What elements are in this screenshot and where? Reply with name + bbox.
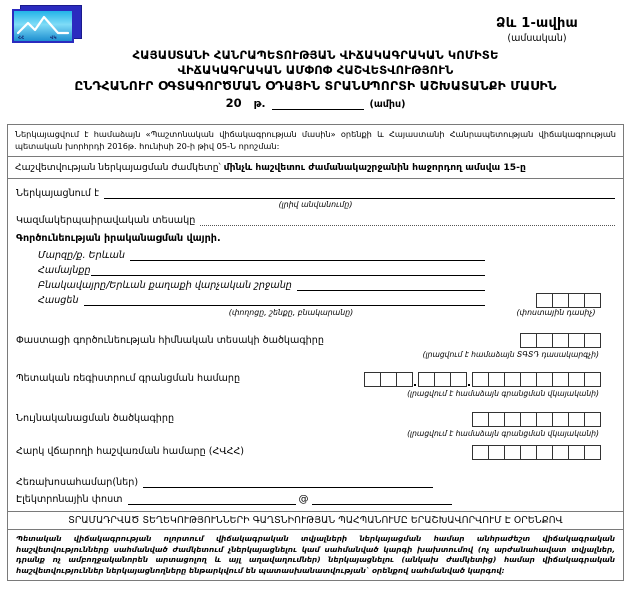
- deadline-label: Հաշվետվության ներկայացման ժամկետը՝: [15, 162, 224, 173]
- state-reg-box[interactable]: [472, 372, 489, 387]
- title-report-type: ՎԻՃԱԿԱԳՐԱԿԱՆ ԱՄՓՈՓ ՀԱՇՎԵՏՎՈՒԹՅՈՒՆ: [177, 63, 454, 77]
- logo-tag-left: ՀՀ: [18, 36, 25, 41]
- logo-front-panel: [12, 9, 74, 43]
- activity-code-box[interactable]: [568, 333, 585, 348]
- state-reg-box[interactable]: [536, 372, 553, 387]
- activity-place-header: [16, 230, 615, 244]
- state-registration-boxes[interactable]: [364, 372, 601, 387]
- submitted-by-label: Ներկայացնում է: [16, 188, 100, 199]
- region-input[interactable]: [130, 250, 485, 261]
- taxpayer-number-row: [16, 443, 615, 457]
- postal-code-box[interactable]: [584, 293, 601, 308]
- activity-code-note: (լրացվում է համաձայն ՏԳՏԴ դասակարգչի): [422, 350, 599, 359]
- respondent-details: [8, 179, 623, 512]
- legal-form-input[interactable]: [200, 215, 615, 226]
- taxpayer-box[interactable]: [568, 445, 585, 460]
- address-label: Հասցեն: [38, 295, 79, 306]
- state-reg-group-2[interactable]: [418, 372, 467, 387]
- liability-footnote: Պետական վիճակագրության ոլորտում վիճակագրական տվյալների ներկայացման համար անհրաժեշտ վիճակագրական հաշվետվությունները սահմանված ժամկետում չներկայացնելու կամ սահմանված կարգի խախտումով (ոչ արժանահավատ տվյալներ, դրանք ոչ ամբողջականորեն արտացոլող և այլ աղավաղումներ) ներկայացնելու (անկախ ժամկետից) համար վիճակագրական հաշվետվություններ ներկայացնողները ենթարկվում են պատասխանատվության` օրենքով սահմանված կարգով:: [16, 534, 615, 575]
- postal-code-box[interactable]: [552, 293, 569, 308]
- state-registration-row: [16, 370, 615, 384]
- submitted-by-caption: (լրիվ անվանումը): [278, 200, 353, 209]
- settlement-row: [16, 277, 615, 291]
- state-reg-box[interactable]: [584, 372, 601, 387]
- at-symbol: @: [298, 494, 309, 505]
- address-row: [16, 292, 615, 306]
- identification-code-note: (լրացվում է համաձայն գրանցման վկայականի): [407, 429, 599, 438]
- state-reg-box[interactable]: [504, 372, 521, 387]
- activity-code-row: [16, 332, 615, 346]
- community-row: [16, 262, 615, 276]
- submitted-by-input[interactable]: [104, 188, 615, 199]
- taxpayer-box[interactable]: [536, 445, 553, 460]
- postal-code-box[interactable]: [536, 293, 553, 308]
- ident-code-box[interactable]: [472, 412, 489, 427]
- state-reg-box[interactable]: [418, 372, 435, 387]
- deadline-value: մինչև հաշվետու ժամանակաշրջանին հաջորդող ամսվա 15-ը: [223, 162, 526, 173]
- ident-code-box[interactable]: [584, 412, 601, 427]
- form-frame: [7, 124, 624, 581]
- page-header: [0, 0, 631, 122]
- state-reg-box[interactable]: [552, 372, 569, 387]
- taxpayer-box[interactable]: [504, 445, 521, 460]
- reporting-period-row: [0, 96, 631, 110]
- postal-code-box[interactable]: [568, 293, 585, 308]
- community-label: Համայնքը: [38, 265, 91, 276]
- state-registration-note: (լրացվում է համաձայն գրանցման վկայականի): [407, 389, 599, 398]
- form-code: Ձև 1-ավիա: [496, 16, 578, 31]
- email-label: Էլեկտրոնային փոստ: [16, 494, 123, 505]
- state-reg-group-3[interactable]: [472, 372, 601, 387]
- period-year-suffix: թ.: [253, 98, 266, 110]
- community-input[interactable]: [91, 265, 485, 276]
- legal-form-row: [16, 212, 615, 226]
- state-registration-label: Պետական ռեգիստրում գրանցման համարը: [16, 373, 241, 384]
- legal-form-label: Կազմակերպաիրավական տեսակը: [16, 215, 196, 226]
- region-row: [16, 247, 615, 261]
- armstat-logo: [12, 5, 86, 45]
- phone-input[interactable]: [143, 477, 433, 488]
- state-reg-group-1[interactable]: [364, 372, 413, 387]
- period-year: 20: [225, 96, 242, 110]
- region-label: Մարզը/ք. Երևան: [38, 250, 125, 261]
- activity-code-box[interactable]: [552, 333, 569, 348]
- state-reg-box[interactable]: [450, 372, 467, 387]
- period-month-caption: (ամիս): [369, 99, 406, 110]
- postal-code-boxes[interactable]: [536, 293, 601, 308]
- form-periodicity: (ամսական): [507, 33, 567, 44]
- activity-code-box[interactable]: [536, 333, 553, 348]
- taxpayer-box[interactable]: [472, 445, 489, 460]
- ident-code-box[interactable]: [536, 412, 553, 427]
- state-reg-box[interactable]: [434, 372, 451, 387]
- email-row: [16, 491, 615, 505]
- taxpayer-number-boxes[interactable]: [472, 445, 601, 460]
- email-domain-input[interactable]: [312, 494, 452, 505]
- email-local-input[interactable]: [128, 494, 296, 505]
- taxpayer-box[interactable]: [552, 445, 569, 460]
- state-reg-box[interactable]: [380, 372, 397, 387]
- phone-label: Հեռախոսահամար(ներ): [16, 477, 139, 488]
- address-input[interactable]: [84, 295, 485, 306]
- taxpayer-box[interactable]: [584, 445, 601, 460]
- activity-code-box[interactable]: [584, 333, 601, 348]
- taxpayer-box[interactable]: [488, 445, 505, 460]
- activity-code-label: Փաստացի գործունեության հիմնական տեսակի ծածկագիրը: [16, 335, 324, 346]
- logo-tag-right: ՎԿ: [50, 36, 57, 41]
- activity-code-box[interactable]: [520, 333, 537, 348]
- state-reg-box[interactable]: [396, 372, 413, 387]
- state-reg-box[interactable]: [568, 372, 585, 387]
- title-subject: ԸՆԴՀԱՆՈՒՐ ՕԳՏԱԳՈՐԾՄԱՆ ՕԴԱՅԻՆ ՏՐԱՆՍՊՈՐՏԻ ԱՇԽԱՏԱՆՔԻ ՄԱՍԻՆ: [74, 78, 557, 93]
- submission-deadline: [8, 157, 623, 179]
- identification-code-label: Նույնականացման ծածկագիրը: [16, 413, 175, 424]
- phone-row: [16, 474, 615, 488]
- postal-code-caption: (փոստային դասիչ): [516, 308, 596, 317]
- form-code-block: [457, 16, 617, 44]
- address-caption: (փողոցը, շենքը, բնակարանը): [228, 308, 354, 317]
- ident-code-box[interactable]: [488, 412, 505, 427]
- title-agency: ՀԱՅԱՍՏԱՆԻ ՀԱՆՐԱՊԵՏՈՒԹՅԱՆ ՎԻՃԱԿԱԳՐԱԿԱՆ ԿՈՄԻՏԵ: [132, 48, 499, 62]
- ident-code-box[interactable]: [520, 412, 537, 427]
- state-reg-box[interactable]: [364, 372, 381, 387]
- activity-place-header-label: Գործունեության իրականացման վայրի.: [16, 233, 221, 244]
- ident-code-box[interactable]: [504, 412, 521, 427]
- settlement-label: Բնակավայրը/Երևան քաղաքի վարչական շրջանը: [38, 280, 292, 291]
- taxpayer-number-label: Հարկ վճարողի հաշվառման համարը (ՀՎՀՀ): [16, 446, 245, 457]
- document-titles: [0, 48, 631, 110]
- ident-code-box[interactable]: [568, 412, 585, 427]
- submitted-by-row: [16, 185, 615, 199]
- identification-code-boxes[interactable]: [472, 412, 601, 427]
- settlement-input[interactable]: [297, 280, 485, 291]
- state-reg-box[interactable]: [488, 372, 505, 387]
- confidentiality-banner: ՏՐԱՄԱԴՐՎԱԾ ՏԵՂԵԿՈՒԹՅՈՒՆՆԵՐԻ ԳԱՂՏՆԻՈՒԹՅԱՆ ՊԱՀՊԱՆՈՒՄԸ ԵՐԱՇԽԱՎՈՐՎՈՒՄ Է ՕՐԵՆՔՈՎ: [8, 512, 623, 530]
- taxpayer-box[interactable]: [520, 445, 537, 460]
- activity-code-boxes[interactable]: [520, 333, 601, 348]
- identification-code-row: [16, 410, 615, 424]
- period-month-input[interactable]: [272, 98, 364, 110]
- legal-basis-note: Ներկայացվում է համաձայն «Պաշտոնական վիճակագրության մասին» օրենքի և Հայաստանի Հանրապետության վիճակագրության պետական խորհրդի 2016թ. հունիսի 20-ի թիվ 05-Ն որոշման:: [8, 125, 623, 157]
- state-reg-box[interactable]: [520, 372, 537, 387]
- ident-code-box[interactable]: [552, 412, 569, 427]
